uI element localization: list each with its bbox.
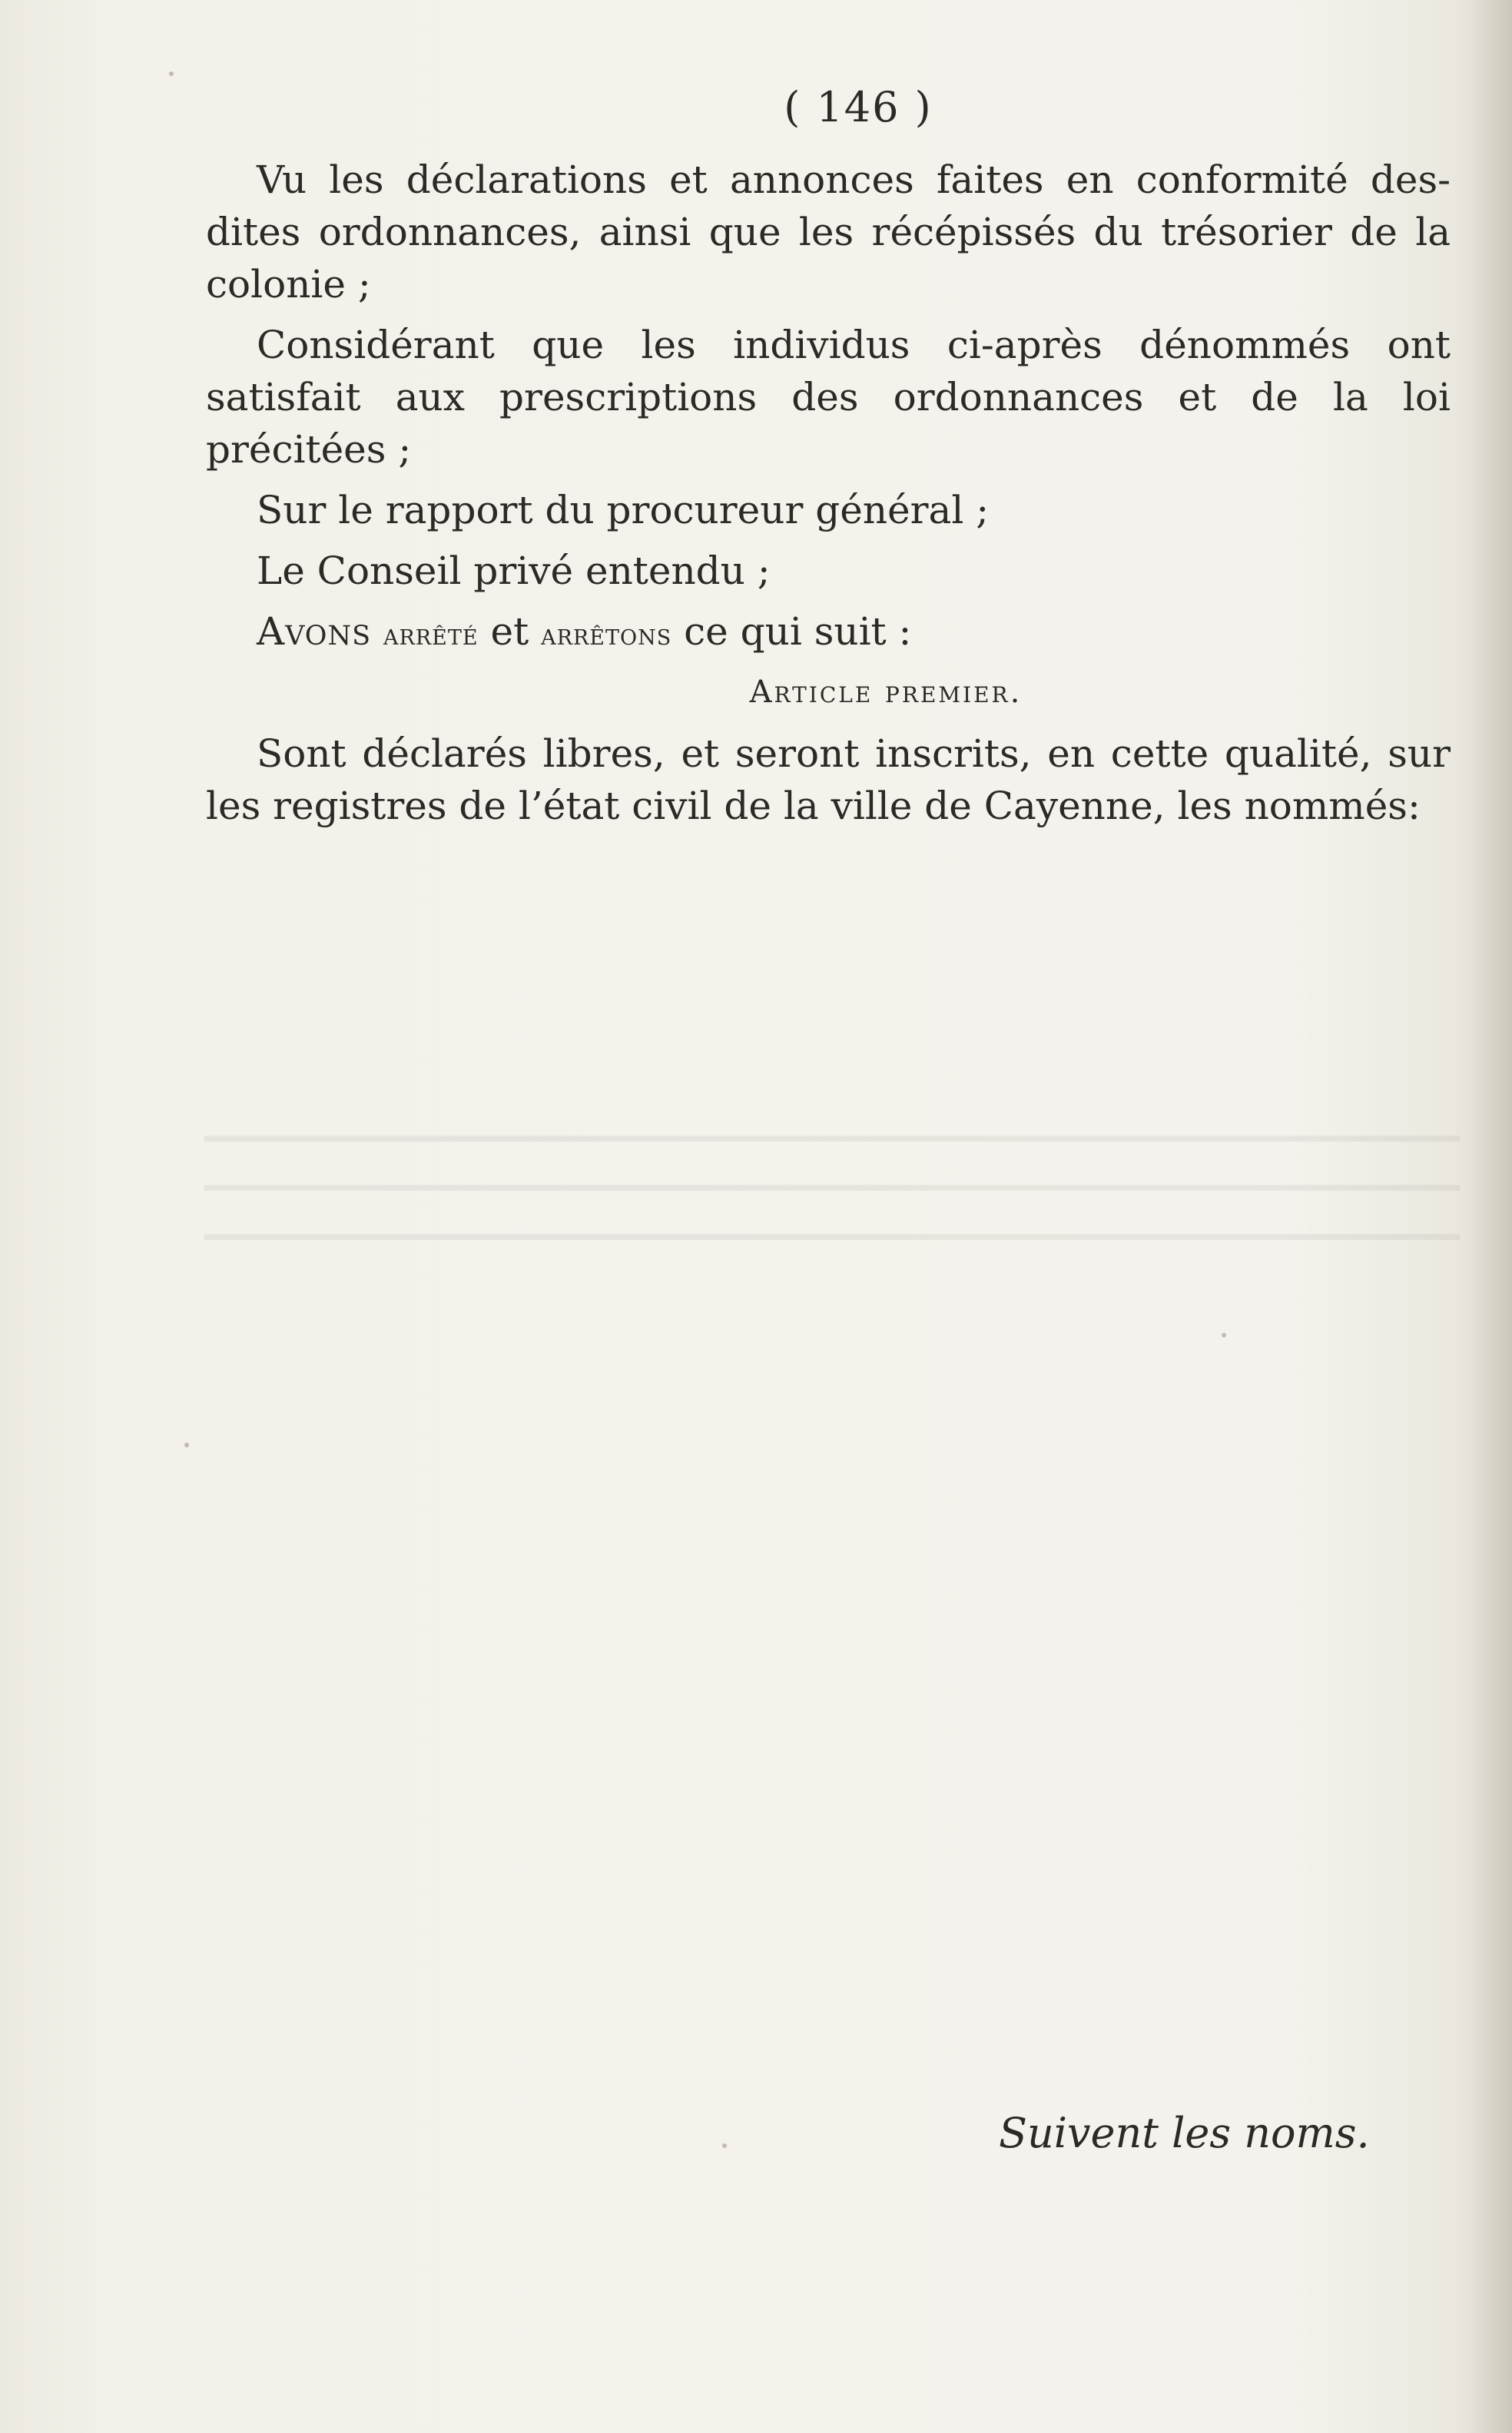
paper-speck [722, 2143, 727, 2148]
paragraph-rapport: Sur le rapport du procureur général ; [257, 488, 990, 532]
show-through-text: ━━━━━━━━━━━━━━━━━━━━━━━━━━━━━━━━━━━━━━━━━━━━━━━━━━━━━━━━━━━ ━━━━━━━━━━━━━━━━━━━━━━━━━━━━━━━━━━━━━━━━━━━━━━━━━━━━━━━━━━━ ━━━━━━━━━━━━━━━━━━━━━━━━━━━━━━━━━━━━━━━━━━━━━━━━━━━━━━━━━━━ [204, 1118, 1460, 1258]
et-word: et [490, 609, 529, 654]
suivent-les-noms: Suivent les noms. [999, 2109, 1370, 2157]
paragraph-avons [206, 605, 1451, 661]
arrete-word: arrêté [383, 618, 479, 651]
paper-speck [184, 1443, 189, 1447]
page-number: ( 146 ) [784, 83, 933, 131]
paragraph-sont-declares: Sont déclarés libres, et seront inscrits, en cette qualité, sur les registres de l’état civil de la ville de Cayenne, les nommés: [206, 731, 1451, 828]
paragraph-conseil: Le Conseil privé entendu ; [257, 549, 771, 593]
paper-speck [169, 71, 174, 76]
paragraph-vu: Vu les déclarations et annonces faites en conformité des-dites ordonnances, ainsi que les récépissés du trésorier de la colonie ; [206, 157, 1451, 307]
avons-word: Avons [257, 609, 372, 654]
avons-rest: ce qui suit : [684, 609, 912, 654]
body-text [206, 154, 1451, 840]
article-heading: Article premier. [749, 675, 1023, 710]
arretons-word: arrêtons [541, 618, 672, 651]
page-edge-shadow [1466, 0, 1512, 2433]
paper-speck [1222, 1333, 1226, 1337]
paragraph-considerant: Considérant que les individus ci-après dénommés ont satisfait aux prescriptions des ordonnances et de la loi précitées ; [206, 323, 1451, 472]
